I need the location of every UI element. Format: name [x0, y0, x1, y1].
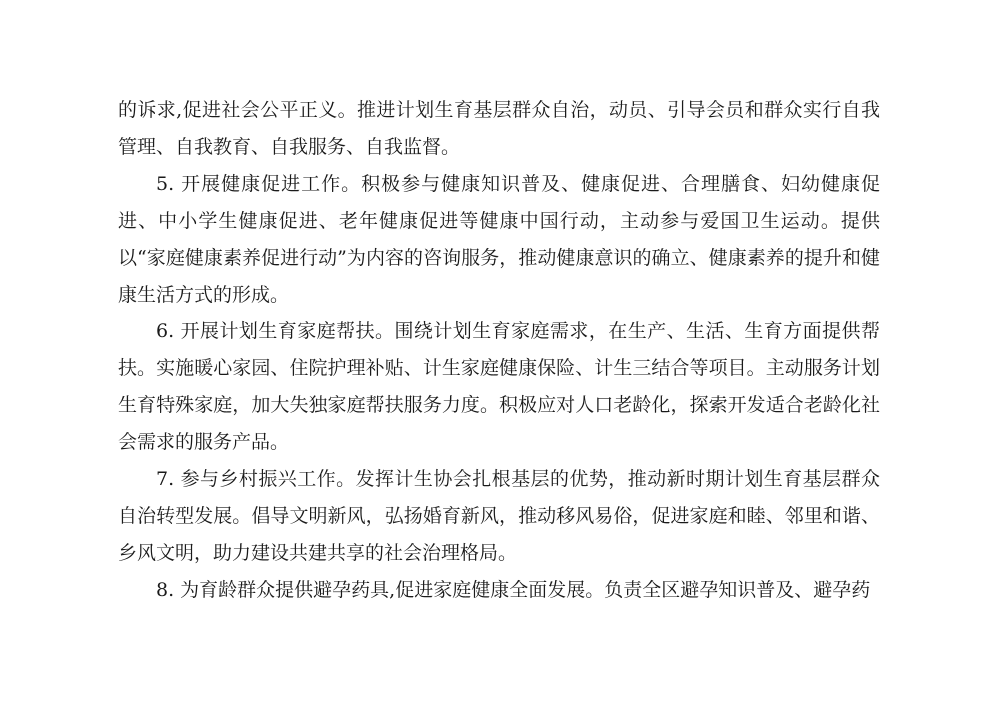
paragraph-contraceptives: 8. 为育龄群众提供避孕药具,促进家庭健康全面发展。负责全区避孕知识普及、避孕药	[156, 578, 871, 601]
paragraph-continuation: 的诉求,促进社会公平正义。推进计划生育基层群众自治，动员、引导会员和群众实行自我管理、自我教育、自我服务、自我监督。	[118, 99, 880, 158]
paragraph-rural-revitalization: 7. 参与乡村振兴工作。发挥计生协会扎根基层的优势，推动新时期计划生育基层群众自治转型发展。倡导文明新风，弘扬婚育新风，推动移风易俗，促进家庭和睦、邻里和谐、乡风文明，助力建设共建共享的社会治理格局。	[118, 468, 880, 564]
paragraph-health-promotion: 5. 开展健康促进工作。积极参与健康知识普及、健康促进、合理膳食、妇幼健康促进、中小学生健康促进、老年健康促进等健康中国行动，主动参与爱国卫生运动。提供以“家庭健康素养促进行动”为内容的咨询服务，推动健康意识的确立、健康素养的提升和健康生活方式的形成。	[118, 172, 880, 306]
paragraph-family-assistance: 6. 开展计划生育家庭帮扶。围绕计划生育家庭需求，在生产、生活、生育方面提供帮扶。实施暖心家园、住院护理补贴、计生家庭健康保险、计生三结合等项目。主动服务计划生育特殊家庭，加大失独家庭帮扶服务力度。积极应对人口老龄化，探索开发适合老龄化社会需求的服务产品。	[118, 320, 880, 454]
body-text	[118, 92, 880, 609]
